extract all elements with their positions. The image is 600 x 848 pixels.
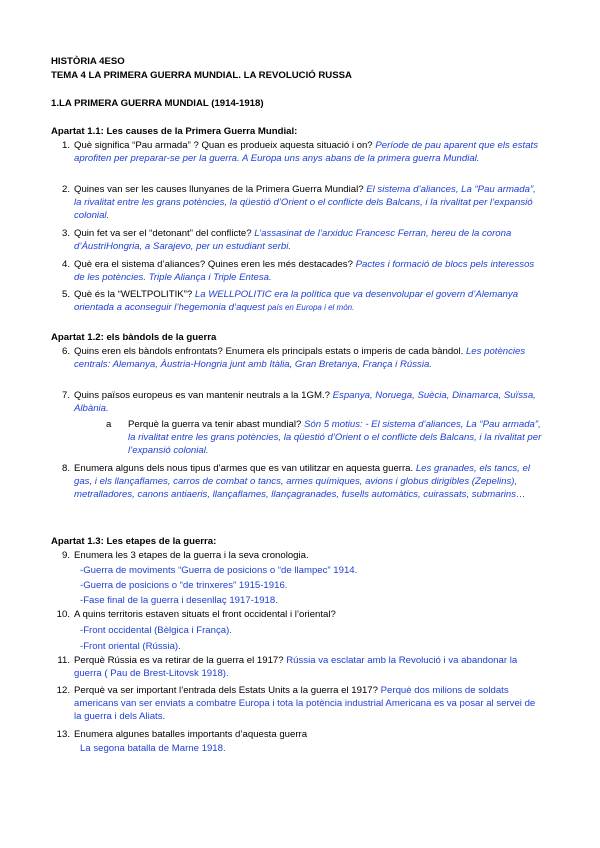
unit-title: TEMA 4 LA PRIMERA GUERRA MUNDIAL. LA REVOLUCIÓ RUSSA — [51, 70, 352, 81]
question-5: 5. Què és la “WELTPOLITIK”? La WELLPOLITIC era la política que va desenvolupar el govern d’Alemanya orientada a aconseguir l’hegemonia d’aquest país en Europa i el món. — [61, 289, 519, 313]
answer-text: El sistema d’aliances, La “Pau armada”, la rivalitat entre les grans potències, la qüestió d’Orient o el conflicte dels Balcans, i la rivalitat per l’expansió colonial. — [74, 184, 536, 221]
answer-text: La WELLPOLITIC era la política que va desenvolupar el govern d’Alemanya orientada a aconseguir l’hegemonia d’aquest — [74, 289, 519, 313]
answer-text: Són 5 motius: - El sistema d’aliances, La “Pau armada”, la rivalitat entre les grans potències, la qüestió d’Orient o el conflicte dels Balcans, i la rivalitat per l’expansió colonial. — [128, 419, 542, 456]
question-text: Perquè va ser important l’entrada dels Estats Units a la guerra el 1917? — [74, 685, 381, 696]
question-4: 4. Què era el sistema d’aliances? Quines eren les més destacades? Pactes i formació de blocs pels interessos de les potències. Triple Aliança i Triple Entesa. — [61, 259, 535, 283]
question-8: 8. Enumera alguns dels nous tipus d’armes que es van utilitzar en aquesta guerra. Les granades, els tancs, el gas, i els llançaflames, carros de combat o tancs, armes químiques, avions i globus dirigibles (Zepelins), metralladores, canons antiaeris, llançaflames, llançagranades, fusells automàtics, cuirassats, submarins… — [61, 463, 530, 500]
question-text: Quines van ser les causes llunyanes de la Primera Guerra Mundial? — [74, 184, 367, 195]
answer-line: La segona batalla de Marne 1918. — [80, 743, 226, 754]
section-title: 1.LA PRIMERA GUERRA MUNDIAL (1914-1918) — [51, 98, 264, 109]
question-text: Quin fet va ser el “detonant” del conflicte? — [74, 228, 255, 239]
question-12: 12. Perquè va ser important l’entrada dels Estats Units a la guerra el 1917? Perquè dos milions de soldats americans van ser enviats a combatre Europa i tota la potència industrial Americana es va posar al servei de la guerra i dels Aliats. — [56, 685, 536, 722]
answer-text: Rússia va esclatar amb la Revolució i va abandonar la guerra ( Pau de Brest-Litovsk 1918). — [74, 655, 518, 679]
answer-text-small: país en Europa i el món. — [267, 303, 355, 312]
answer-text: Període de pau aparent que els estats aprofiten per preparar-se per la guerra. A Europa uns anys abans de la primera guerra Mundial. — [74, 140, 539, 164]
question-6: 6. Quins eren els bàndols enfrontats? Enumera els principals estats o imperis de cada bàndol. Les potències centrals: Alemanya, Àustria-Hongria junt amb Itàlia, Gran Bretanya, França i Rússia. — [61, 346, 526, 370]
answer-text: Perquè dos milions de soldats americans van ser enviats a combatre Europa i tota la potència industrial Americana es va posar al servei de la guerra i dels Aliats. — [74, 685, 536, 722]
question-text: Perquè la guerra va tenir abast mundial? — [128, 419, 304, 430]
answer-line: -Fase final de la guerra i desenllaç 1917-1918. — [80, 595, 278, 606]
answer-line: -Front occidental (Bèlgica i França). — [80, 625, 232, 636]
answer-line: -Guerra de moviments “Guerra de posicions o “de llampec” 1914. — [80, 565, 358, 576]
answer-text: Espanya, Noruega, Suècia, Dinamarca, Suïssa, Albània. — [74, 390, 536, 414]
question-10: 10. A quins territoris estaven situats el front occidental i l’oriental? — [56, 609, 336, 620]
question-text: Enumera les 3 etapes de la guerra i la seva cronologia. — [74, 550, 309, 561]
question-2: 2. Quines van ser les causes llunyanes de la Primera Guerra Mundial? El sistema d’aliances, La “Pau armada”, la rivalitat entre les grans potències, la qüestió d’Orient o el conflicte dels Balcans, i la rivalitat per l’expansió colonial. — [61, 184, 536, 221]
question-text: Què era el sistema d’aliances? Quines eren les més destacades? — [74, 259, 356, 270]
answer-line: -Guerra de posicions o “de trinxeres” 1915-1916. — [80, 580, 288, 591]
apartat-1-1-title: Apartat 1.1: Les causes de la Primera Guerra Mundial: — [51, 126, 298, 137]
question-text: Enumera algunes batalles importants d’aquesta guerra — [74, 729, 308, 740]
question-9: 9. Enumera les 3 etapes de la guerra i la seva cronologia. — [61, 550, 309, 561]
answer-text: Les granades, els tancs, el gas, i els llançaflames, carros de combat o tancs, armes químiques, avions i globus dirigibles (Zepelins), metralladores, canons antiaeris, llançaflames, llançagranades, fusells automàtics, cuirassats, submarins… — [74, 463, 530, 500]
question-text: Què significa “Pau armada” ? Quan es produeix aquesta situació i on? — [74, 140, 376, 151]
apartat-1-3-title: Apartat 1.3: Les etapes de la guerra: — [51, 536, 217, 547]
subject-title: HISTÒRIA 4ESO — [51, 56, 125, 67]
apartat-1-2-title: Apartat 1.2: els bàndols de la guerra — [51, 332, 217, 343]
question-7: 7. Quins països europeus es van mantenir neutrals a la 1GM.? Espanya, Noruega, Suècia, Dinamarca, Suïssa, Albània. — [61, 390, 536, 414]
question-text: Enumera alguns dels nous tipus d’armes que es van utilitzar en aquesta guerra. — [74, 463, 416, 474]
question-text: A quins territoris estaven situats el front occidental i l’oriental? — [74, 609, 336, 620]
question-1: 1. Què significa “Pau armada” ? Quan es produeix aquesta situació i on? Període de pau aparent que els estats aprofiten per preparar-se per la guerra. A Europa uns anys abans de la primera guerra Mundial. — [61, 140, 539, 164]
question-text: Quins eren els bàndols enfrontats? Enumera els principals estats o imperis de cada bàndol. — [74, 346, 466, 357]
question-text: Quins països europeus es van mantenir neutrals a la 1GM.? — [74, 390, 333, 401]
answer-text: Les potències centrals: Alemanya, Àustria-Hongria junt amb Itàlia, Gran Bretanya, França i Rússia. — [74, 346, 526, 370]
question-text: Perquè Rússia es va retirar de la guerra el 1917? — [74, 655, 287, 666]
answer-text: L’assasinat de l’arxiduc Francesc Ferran, hereu de la corona d’ÀustriHongria, a Sarajevo, per un estudiant serbi. — [74, 228, 512, 252]
answer-line: -Front oriental (Rússia). — [80, 641, 181, 652]
question-3: 3. Quin fet va ser el “detonant” del conflicte? L’assasinat de l’arxiduc Francesc Ferran, hereu de la corona d’ÀustriHongria, a Sarajevo, per un estudiant serbi. — [61, 228, 512, 252]
question-13: 13. Enumera algunes batalles importants d’aquesta guerra — [56, 729, 308, 740]
question-11: 11. Perquè Rússia es va retirar de la guerra el 1917? Rússia va esclatar amb la Revolució i va abandonar la guerra ( Pau de Brest-Litovsk 1918). — [57, 655, 518, 679]
answer-text: Pactes i formació de blocs pels interessos de les potències. Triple Aliança i Triple Entesa. — [74, 259, 535, 283]
question-text: Què és la “WELTPOLITIK”? — [74, 289, 195, 300]
question-7a: a Perquè la guerra va tenir abast mundial? Són 5 motius: - El sistema d’aliances, La “Pau armada”, la rivalitat entre les grans potències, la qüestió d’Orient o el conflicte dels Balcans, i la rivalitat per l’expansió colonial. — [106, 419, 542, 456]
